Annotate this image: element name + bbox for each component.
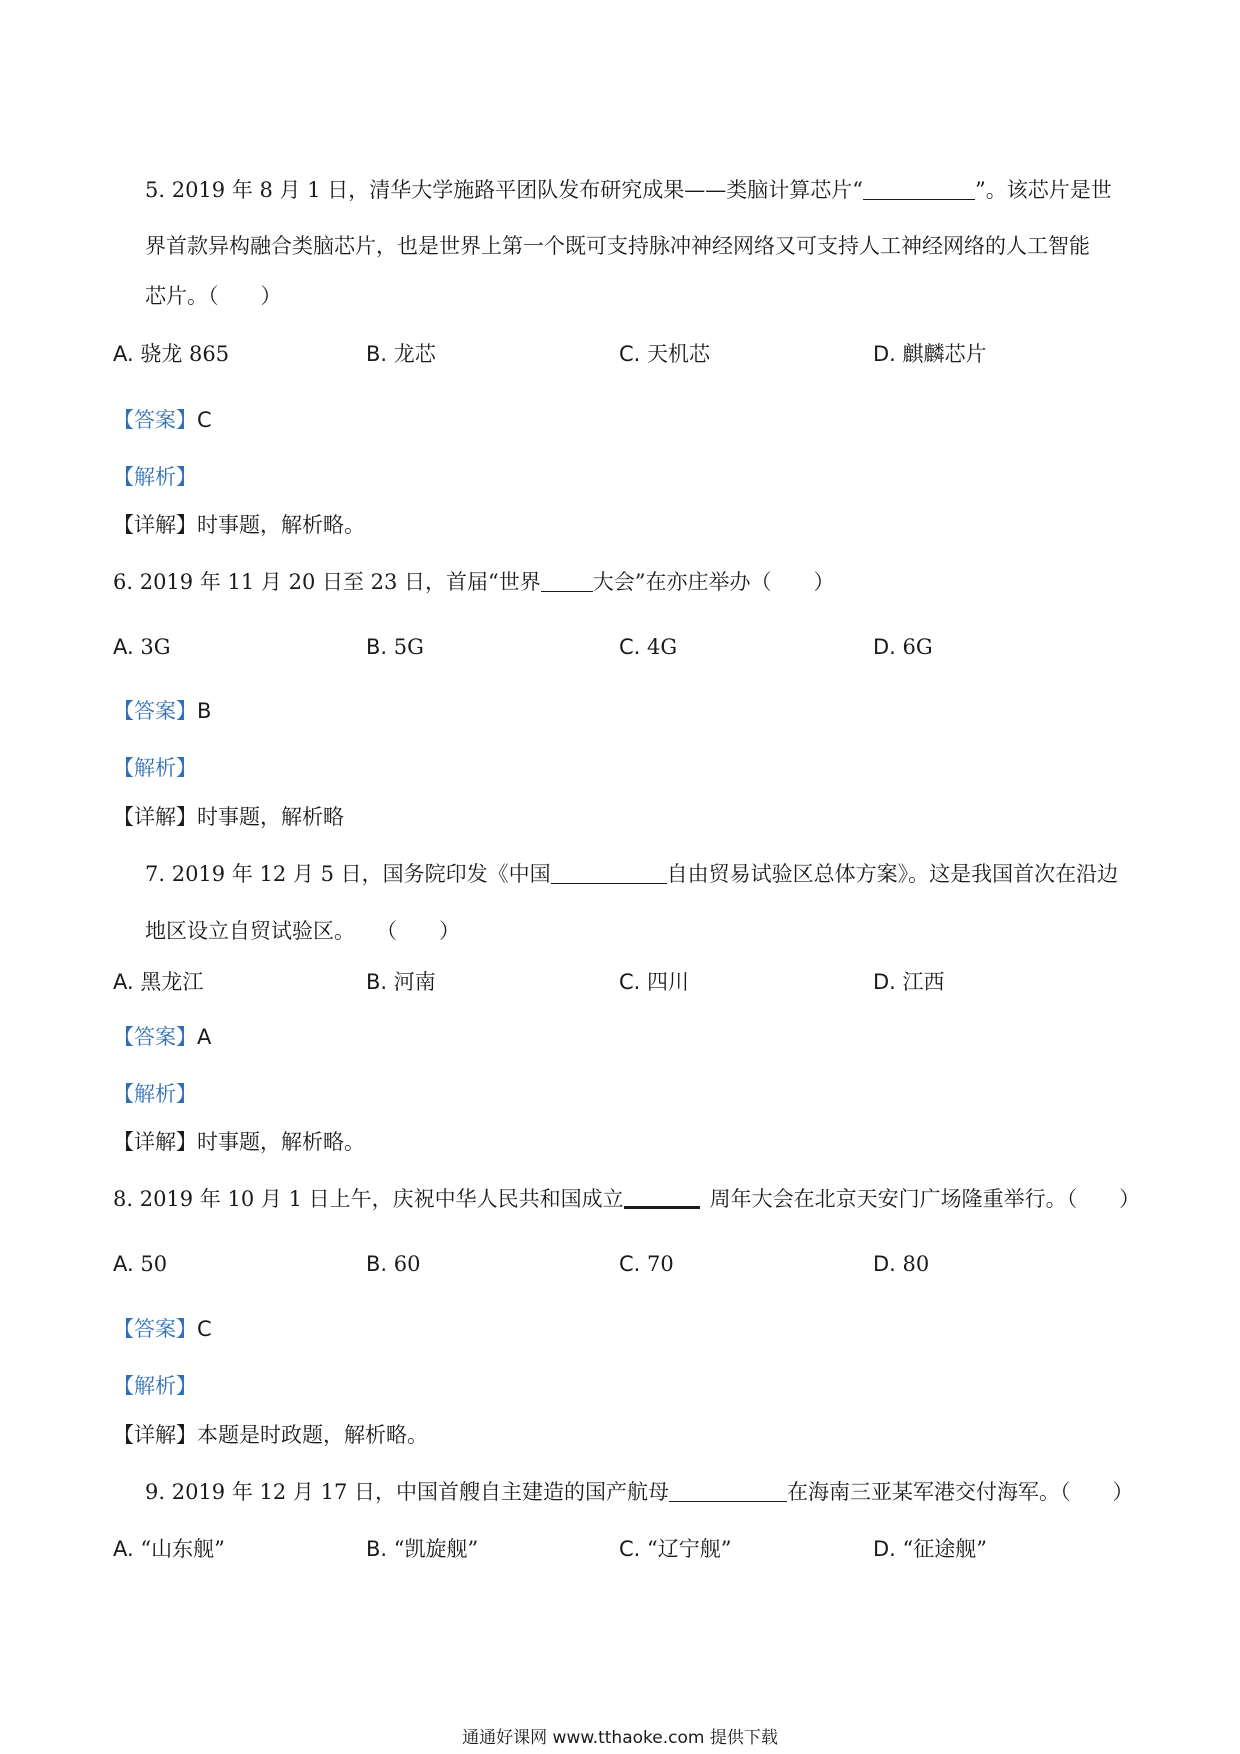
- answer-line: 【答案】A: [113, 1025, 212, 1049]
- detail-line: 【详解】时事题，解析略。: [113, 1130, 365, 1154]
- analysis-heading: 【解析】: [113, 1374, 197, 1398]
- option-a: A. 50: [113, 1252, 168, 1276]
- detail-line: 【详解】本题是时政题，解析略。: [113, 1423, 428, 1447]
- answer-line: 【答案】C: [113, 408, 212, 432]
- option-d: D. 6G: [873, 635, 933, 659]
- question-6-line-1: 6. 2019 年 11 月 20 日至 23 日，首届“世界 大会”在亦庄举办（ ）: [113, 570, 835, 594]
- option-b: B. 5G: [366, 635, 424, 659]
- detail-line: 【详解】时事题，解析略: [113, 805, 344, 829]
- answer-line: 【答案】C: [113, 1317, 212, 1341]
- option-b: B. “凯旋舰”: [366, 1537, 479, 1561]
- option-d: D. 江西: [873, 970, 945, 994]
- option-c: C. 四川: [619, 970, 690, 994]
- option-d: D. “征途舰”: [873, 1537, 988, 1561]
- option-b: B. 60: [366, 1252, 421, 1276]
- question-7-line-2: 地区设立自贸试验区。 （ ）: [145, 919, 460, 943]
- option-c: C. 4G: [619, 635, 678, 659]
- answer-line: 【答案】B: [113, 699, 212, 723]
- question-5-line-3: 芯片。（ ）: [145, 284, 282, 308]
- option-a: A. 骁龙 865: [113, 342, 230, 366]
- detail-line: 【详解】时事题，解析略。: [113, 513, 365, 537]
- answer-blank: [669, 1481, 787, 1502]
- option-c: C. 天机芯: [619, 342, 711, 366]
- question-8-line-1: 8. 2019 年 10 月 1 日上午，庆祝中华人民共和国成立 周年大会在北京天安门广场隆重举行。（ ）: [113, 1187, 1141, 1211]
- analysis-heading: 【解析】: [113, 756, 197, 780]
- analysis-heading: 【解析】: [113, 1082, 197, 1106]
- page-footer: 通通好课网 www.tthaoke.com 提供下载: [462, 1728, 778, 1748]
- option-c: C. “辽宁舰”: [619, 1537, 732, 1561]
- answer-blank: [551, 863, 667, 884]
- option-a: A. “山东舰”: [113, 1537, 225, 1561]
- option-a: A. 黑龙江: [113, 970, 204, 994]
- analysis-heading: 【解析】: [113, 465, 197, 489]
- question-5-line-1: 5. 2019 年 8 月 1 日，清华大学施路平团队发布研究成果——类脑计算芯片“ ”。该芯片是世: [145, 178, 1112, 202]
- option-a: A. 3G: [113, 635, 171, 659]
- option-d: D. 80: [873, 1252, 930, 1276]
- option-b: B. 河南: [366, 970, 436, 994]
- question-5-line-2: 界首款异构融合类脑芯片，也是世界上第一个既可支持脉冲神经网络又可支持人工神经网络的人工智能: [145, 234, 1090, 258]
- answer-blank: [863, 179, 975, 200]
- question-7-line-1: 7. 2019 年 12 月 5 日，国务院印发《中国 自由贸易试验区总体方案》。这是我国首次在沿边: [145, 862, 1119, 886]
- question-9-line-1: 9. 2019 年 12 月 17 日，中国首艘自主建造的国产航母 在海南三亚某军港交付海军。（ ）: [145, 1480, 1134, 1504]
- option-d: D. 麒麟芯片: [873, 342, 987, 366]
- answer-blank: [624, 1186, 700, 1209]
- option-c: C. 70: [619, 1252, 674, 1276]
- option-b: B. 龙芯: [366, 342, 436, 366]
- answer-blank: [541, 571, 593, 592]
